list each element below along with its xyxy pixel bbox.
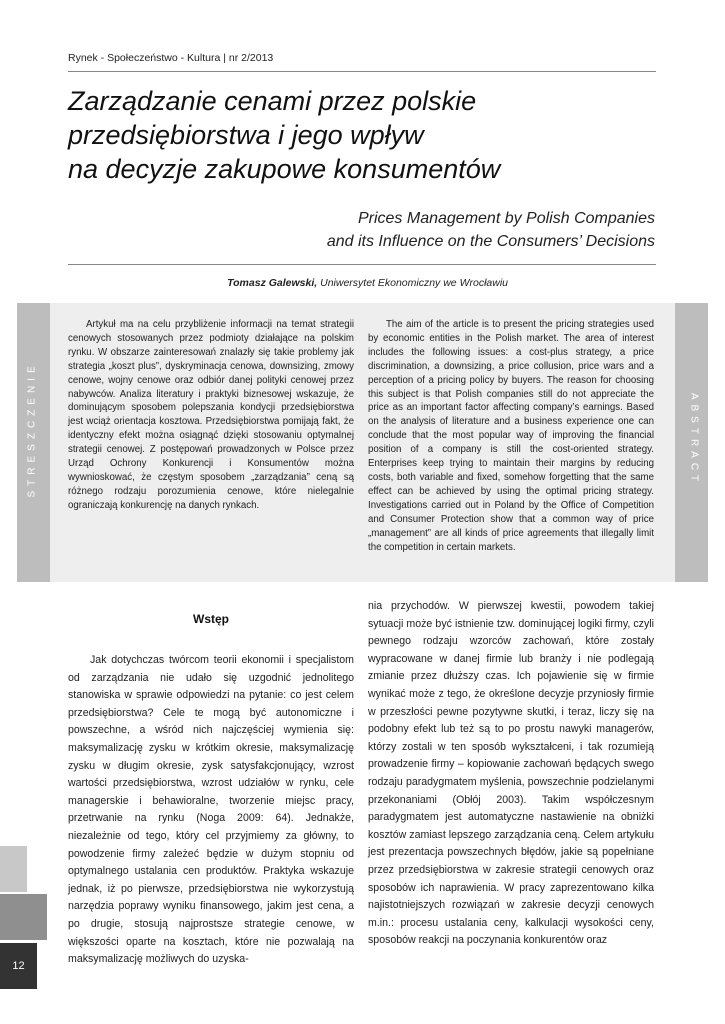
running-head: Rynek - Społeczeństwo - Kultura | nr 2/2013 (68, 52, 656, 72)
abstract-text-block (368, 318, 654, 554)
english-title-line-1: Prices Management by Polish Companies (357, 210, 655, 227)
title-divider (68, 264, 656, 265)
abstract-paragraph: The aim of the article is to present the pricing strategies used by economic entities in the Polish market. The area of interest includes the following issues: a cost-plus strategy, a price discrimination, a downsizing, a price collusion, price wars and a perception of a pricing policy by buyers. The reason for choosing this subject is that Polish companies still do not appreciate the price as an important factor affecting company’s earnings. Based on the analysis of literature and a business experience one can conclude that the most popular way of improving the financial position of a company is still the cost-oriented strategy. Enterprises keep trying to maintain their margins by reducing costs, both variable and fixed, somehow forgetting that the same effect can be achieved by using the optimal pricing strategy. Investigations carried out in Poland by the Office of Competition and Consumer Protection show that a common way of price „management” are all kinds of price agreements that illegally limit the competition in certain markets. (368, 319, 654, 553)
title-line-3: na decyzje zakupowe konsumentów (68, 154, 501, 184)
margin-tab-mid (0, 894, 47, 940)
body-column-left (68, 652, 354, 969)
section-heading-wstep: Wstęp (193, 612, 229, 626)
article-title (68, 84, 668, 186)
title-line-2: przedsiębiorstwa i jego wpływ (68, 120, 424, 150)
streszczenie-label: STRESZCZENIE (26, 361, 38, 498)
title-line-1: Zarządzanie cenami przez polskie (68, 86, 477, 116)
body-column-right (368, 598, 654, 950)
streszczenie-text-block (68, 318, 354, 513)
streszczenie-paragraph: Artykuł ma na celu przybliżenie informacji na temat strategii cenowych stosowanych przez podmioty działające na polskim rynku. W obszarze zainteresowań znalazły się takie problemy jak strategia „koszt plus”, dyskryminacja cenowa, downsizing, zmowy cenowe, wojny cenowe oraz odbiór danej polityki cenowej przez nabywców. Analiza literatury i praktyki biznesowej wskazuje, że dominującym sposobem polepszania kondycji przedsiębiorstwa jest wciąż orientacja kosztowa. Przedsiębiorstwa pomijają fakt, że identyczny efekt można osiągnąć dzięki stosowaniu optymalnej strategii cenowej. Z postępowań prowadzonych w Polsce przez Urząd Ochrony Konkurencji i Konsumentów można wywnioskować, że częstym sposobem „zarządzania” ceną są różnego rodzaju porozumienia cenowe, które nielegalnie ograniczają konkurencję na danych rynkach. (68, 319, 354, 511)
author-line (68, 277, 656, 289)
english-title-line-2: and its Influence on the Consumers’ Decisions (326, 233, 655, 250)
english-title (235, 207, 655, 253)
abstract-label: ABSTRACT (688, 392, 700, 487)
page-number: 12 (0, 943, 37, 989)
body-paragraph-left: Jak dotychczas twórcom teorii ekonomii i specjalistom od zarządzania nie udało się uzgodnić jednolitego stanowiska w sprawie odpowiedzi na pytanie: co jest celem przedsiębiorstwa? Cele te mogą być autonomiczne i powszechne, a wśród nich najczęściej wymienia się: maksymalizację zysku w krótkim okresie, maksymalizację zysku w długim okresie, zysk satysfakcjonujący, wzrost wartości przedsiębiorstwa, wzrost udziałów w rynku, cele managerskie i behawioralne, tworzenie miejsc pracy, przetrwanie na rynku (Noga 2009: 64). Jednakże, niezależnie od tego, który cel przyjmiemy za główny, to powodzenie firmy zależeć będzie w dużym stopniu od optymalnego ustalania cen produktów. Praktyka wskazuje jednak, iż po pierwsze, przedsiębiorstwa nie wykorzystują narzędzia poprawy wyniku finansowego, jakim jest cena, a po drugie, stosują najprostsze strategie cenowe, w większości oparte na kosztach, które nie pozwalają na maksymalizację możliwych do uzyska- (68, 654, 354, 966)
author-name: Tomasz Galewski, (227, 277, 318, 289)
author-affiliation: Uniwersytet Ekonomiczny we Wrocławiu (317, 277, 508, 289)
margin-tab-light (0, 846, 27, 892)
body-paragraph-right: nia przychodów. W pierwszej kwestii, powodem takiej sytuacji może być istnienie tzw. dominującej logiki firmy, czyli pewnego rodzaju wzorców zachowań, które zostały wypracowane w danej firmie lub branży i nie podlegają zmianie przez dłuższy czas. Ich pojawienie się w firmie wynikać może z tego, że określone decyzje przyniosły firmie w przeszłości pewne pozytywne skutki, i teraz, liczy się na podobny efekt lub też są to po prostu nawyki managerów, którzy zostali w ten sposób wykształceni, i tak rozumieją prowadzenie firmy – kopiowanie zachowań będących swego rodzaju paradygmatem myślenia, powszechnie podzielanymi przekonaniami (Obłój 2003). Takim współczesnym paradygmatem jest automatyczne nastawienie na obniżki kosztów zamiast lepszego zarządzania ceną. Celem artykułu jest prezentacja powszechnych błędów, jakie są popełniane przez przedsiębiorstwa w zakresie strategii cenowych oraz sposobów ich naprawienia. W pracy zaprezentowano kilka najistotniejszych rozwiązań w zakresie decyzji cenowych m.in.: procesu ustalania ceny, kalkulacji wysokości ceny, sposobów reakcji na poczynania konkurentów oraz (368, 600, 654, 947)
